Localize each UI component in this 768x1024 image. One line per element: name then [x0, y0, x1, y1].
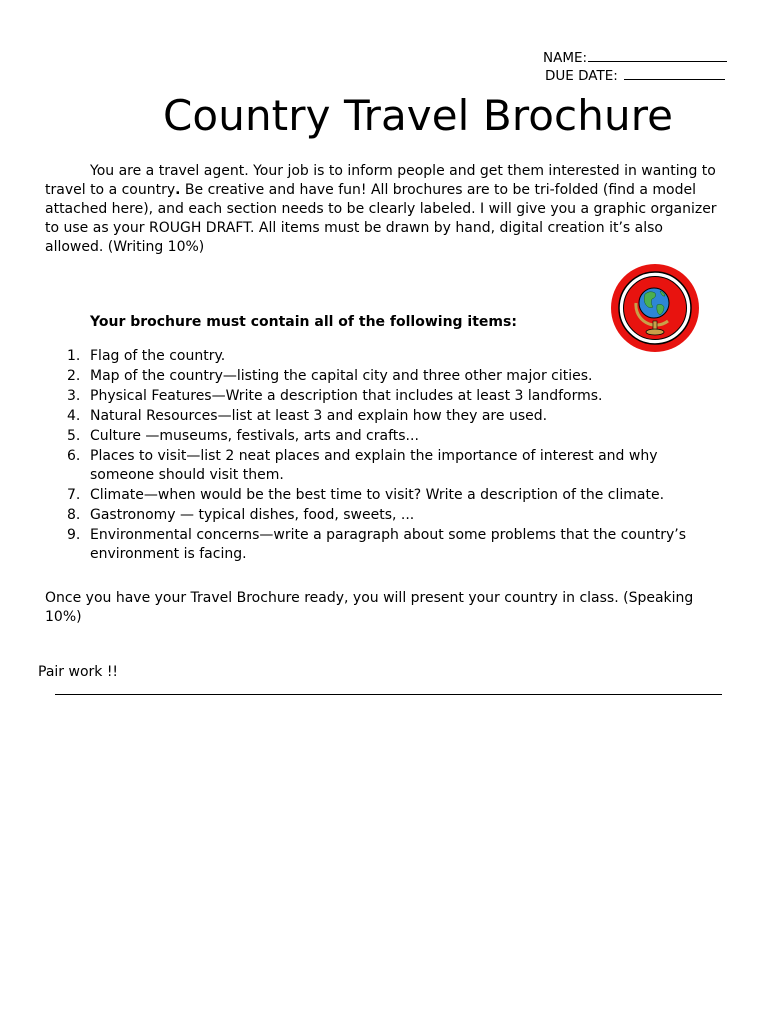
list-item-text: Environmental concerns—write a paragraph about some problems that the country’s environment is facing. [90, 527, 687, 562]
list-item-text: Culture —museums, festivals, arts and crafts... [90, 428, 419, 445]
list-item-text: Flag of the country. [90, 348, 226, 364]
list-item [45, 526, 725, 563]
list-item-text: Climate—when would be the best time to visit? Write a description of the climate. [90, 487, 665, 504]
horizontal-divider [55, 694, 722, 695]
list-item-text: Places to visit—list 2 neat places and explain the importance of interest and why someone should visit them. [90, 448, 658, 483]
name-field [543, 47, 727, 67]
list-item [45, 407, 725, 426]
list-item-text: Map of the country—listing the capital city and three other major cities. [90, 368, 593, 385]
list-item-number: 5. [67, 428, 81, 445]
list-item-text: Natural Resources—list at least 3 and explain how they are used. [90, 408, 548, 425]
name-blank-line [588, 47, 727, 62]
list-item [45, 347, 725, 366]
due-date-blank-line [624, 65, 725, 80]
due-date-label: DUE DATE: [545, 68, 618, 84]
list-item [45, 486, 725, 505]
pair-work-note: Pair work !! [38, 664, 119, 680]
list-item [45, 367, 725, 386]
list-item-text: Gastronomy — typical dishes, food, sweets, ... [90, 507, 415, 524]
list-item-number: 6. [67, 448, 81, 465]
list-item-number: 4. [67, 408, 81, 425]
intro-bold-period: . [175, 182, 181, 198]
list-item-number: 2. [67, 368, 81, 385]
intro-text-2: Be creative and have fun! All brochures are to be tri-folded (find a model attached here), and each section needs to be clearly labeled. I will give you a graphic organizer to use as your ROUGH DRAFT. All items must be drawn by hand, digital creation it’s also allowed. (Writing 10%) [45, 182, 717, 255]
intro-paragraph [45, 162, 725, 257]
list-item-number: 7. [67, 487, 81, 504]
requirements-heading: Your brochure must contain all of the following items: [90, 314, 517, 330]
list-item [45, 506, 725, 525]
name-label: NAME: [543, 50, 588, 66]
intro-text-1: You are a travel agent. Your job is to inform people and get them interested in wanting to travel to a country [45, 163, 716, 198]
list-item [45, 427, 725, 446]
list-item [45, 447, 725, 484]
globe-icon [610, 263, 700, 353]
list-item-number: 3. [67, 388, 81, 405]
outro-paragraph: Once you have your Travel Brochure ready, you will present your country in class. (Speaking 10%) [45, 590, 694, 625]
due-date-field [545, 65, 725, 85]
requirements-list [45, 347, 725, 565]
page-title: Country Travel Brochure [163, 91, 674, 140]
list-item-number: 8. [67, 507, 81, 524]
list-item [45, 387, 725, 406]
list-item-number: 1. [67, 348, 81, 364]
list-item-text: Physical Features—Write a description that includes at least 3 landforms. [90, 388, 603, 405]
list-item-number: 9. [67, 527, 81, 544]
